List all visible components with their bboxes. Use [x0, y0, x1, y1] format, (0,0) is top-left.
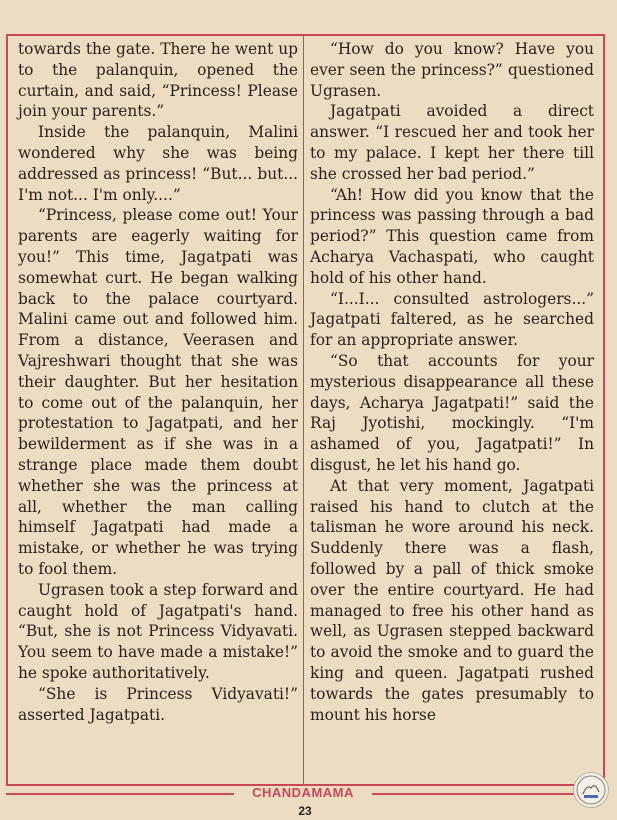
paragraph: Jagatpati avoided a direct answer. “I rescued her and took her to my palace. I kept her there till she crossed her bad period.”: [310, 102, 594, 183]
paragraph: “Princess, please come out! Your parents are eagerly waiting for you!” This time, Jagatpati was somewhat curt. He began walking back to the palace courtyard. Malini came out and followed him. From a distance, Veerasen and Vajreshwari thought that she was their daughter. But her hesitation to come out of the palanquin, her protestation to Jagatpati, and her bewilderment as if she was in a strange place made them doubt whether she was the princess at all, whether the man calling himself Jagatpati had made a mistake, or whether he was trying to fool them.: [18, 206, 298, 578]
paragraph: Inside the palanquin, Malini wondered why she was being addressed as princess! “But... but... I'm not... I'm only....”: [18, 123, 298, 204]
library-seal-icon: [573, 772, 609, 808]
paragraph: “How do you know? Have you ever seen the princess?” questioned Ugrasen.: [310, 40, 594, 100]
paragraph: At that very moment, Jagatpati raised his hand to clutch at the talisman he wore around his neck. Suddenly there was a flash, followed by a pall of thick smoke over the entire courtyard. He had managed to free his other hand as well, as Ugrasen stepped backward to avoid the smoke and to guard the king and queen. Jagatpati rushed towards the gates presumably to mount his horse: [310, 476, 594, 724]
footer-rule-left: [6, 793, 234, 795]
paragraph: “Ah! How did you know that the princess was passing through a bad period?” This question came from Acharya Vachaspati, who caught hold of his other hand.: [310, 185, 594, 287]
left-column: [18, 39, 298, 725]
column-divider: [303, 34, 304, 786]
paragraph: “She is Princess Vidyavati!” asserted Jagatpati.: [18, 684, 298, 724]
paragraph: Ugrasen took a step forward and caught hold of Jagatpati's hand. “But, she is not Princess Vidyavati. You seem to have made a mistake!” he spoke authoritatively.: [18, 580, 298, 682]
magazine-title: CHANDAMAMA: [252, 785, 354, 800]
paragraph: towards the gate. There he went up to the palanquin, opened the curtain, and said, “Princess! Please join your parents.”: [18, 40, 298, 121]
paragraph: “I...I... consulted astrologers...” Jagatpati faltered, as he searched for an appropriate answer.: [310, 289, 594, 350]
page-number: 23: [298, 804, 312, 818]
right-column: [310, 39, 594, 725]
footer-rule-right: [372, 793, 605, 795]
paragraph: “So that accounts for your mysterious disappearance all these days, Acharya Jagatpati!” said the Raj Jyotishi, mockingly. “I'm ashamed of you, Jagatpati!” In disgust, he let his hand go.: [310, 351, 594, 474]
